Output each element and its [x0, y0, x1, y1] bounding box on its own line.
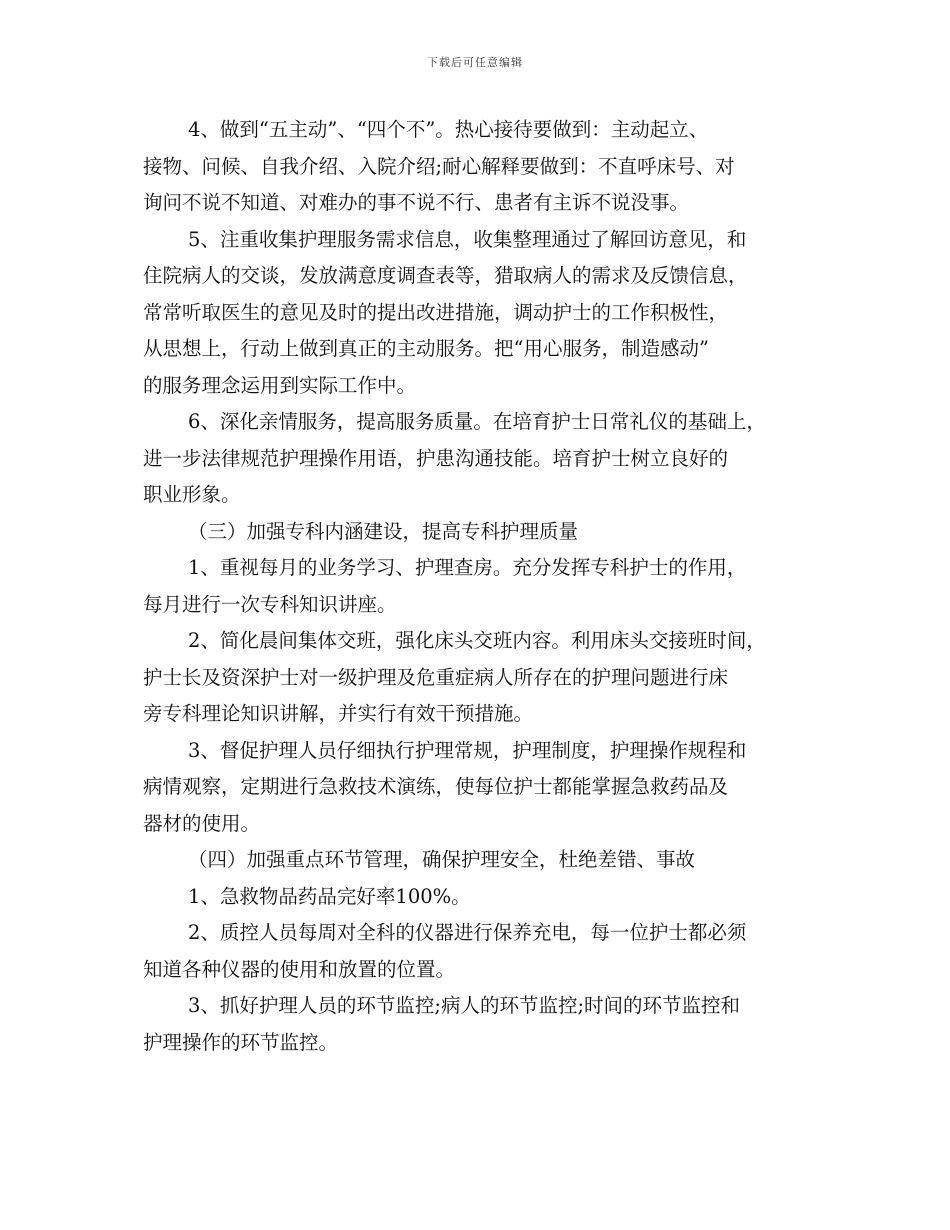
text-line: 1、急救物品药品完好率100%。: [188, 884, 471, 908]
text-line: 护理操作的环节监控。: [143, 1030, 339, 1054]
text-line: 护士长及资深护士对一级护理及危重症病人所存在的护理问题进行床: [143, 665, 729, 689]
text-line: 2、简化晨间集体交班，强化床头交班内容。利用床头交接班时间，: [188, 629, 766, 652]
text-line: 器材的使用。: [143, 811, 261, 835]
text-line: 1、重视每月的业务学习、护理查房。充分发挥专科护士的作用，: [188, 556, 747, 579]
text-line: 6、深化亲情服务，提高服务质量。在培育护士日常礼仪的基础上，: [188, 410, 766, 433]
text-line: 旁专科理论知识讲解，并实行有效干预措施。: [143, 702, 534, 725]
text-line: 4、做到“五主动”、“四个不”。热心接待要做到：主动起立、: [188, 118, 709, 141]
text-line: 从思想上，行动上做到真正的主动服务。把“用心服务，制造感动”: [143, 337, 709, 360]
text-line: 每月进行一次专科知识讲座。: [143, 592, 397, 616]
section-heading: （四）加强重点环节管理，确保护理安全，杜绝差错、事故: [188, 848, 696, 871]
text-line: 职业形象。: [143, 483, 241, 506]
text-line: 接物、问候、自我介绍、入院介绍;耐心解释要做到：不直呼床号、对: [143, 154, 735, 178]
text-line: 常常听取医生的意见及时的提出改进措施，调动护士的工作积极性，: [143, 300, 729, 324]
text-line: 的服务理念运用到实际工作中。: [143, 373, 417, 397]
text-line: 住院病人的交谈，发放满意度调查表等，猎取病人的需求及反馈信息，: [143, 264, 748, 287]
document-body: [143, 112, 833, 1061]
section-heading: （三）加强专科内涵建设，提高专科护理质量: [188, 519, 579, 543]
page-header: 下载后可任意编辑: [427, 56, 523, 69]
text-line: 病情观察，定期进行急救技术演练，使每位护士都能掌握急救药品及: [143, 775, 729, 798]
text-line: 2、质控人员每周对全科的仪器进行保养充电，每一位护士都必须: [188, 921, 747, 944]
text-line: 进一步法律规范护理操作用语，护患沟通技能。培育护士树立良好的: [143, 446, 729, 470]
text-line: 3、抓好护理人员的环节监控;病人的环节监控;时间的环节监控和: [188, 994, 741, 1017]
text-line: 知道各种仪器的使用和放置的位置。: [143, 957, 456, 981]
text-line: 3、督促护理人员仔细执行护理常规，护理制度，护理操作规程和: [188, 738, 747, 762]
text-line: 5、注重收集护理服务需求信息，收集整理通过了解回访意见，和: [188, 227, 747, 251]
text-line: 询问不说不知道、对难办的事不说不行、患者有主诉不说没事。: [143, 191, 690, 214]
